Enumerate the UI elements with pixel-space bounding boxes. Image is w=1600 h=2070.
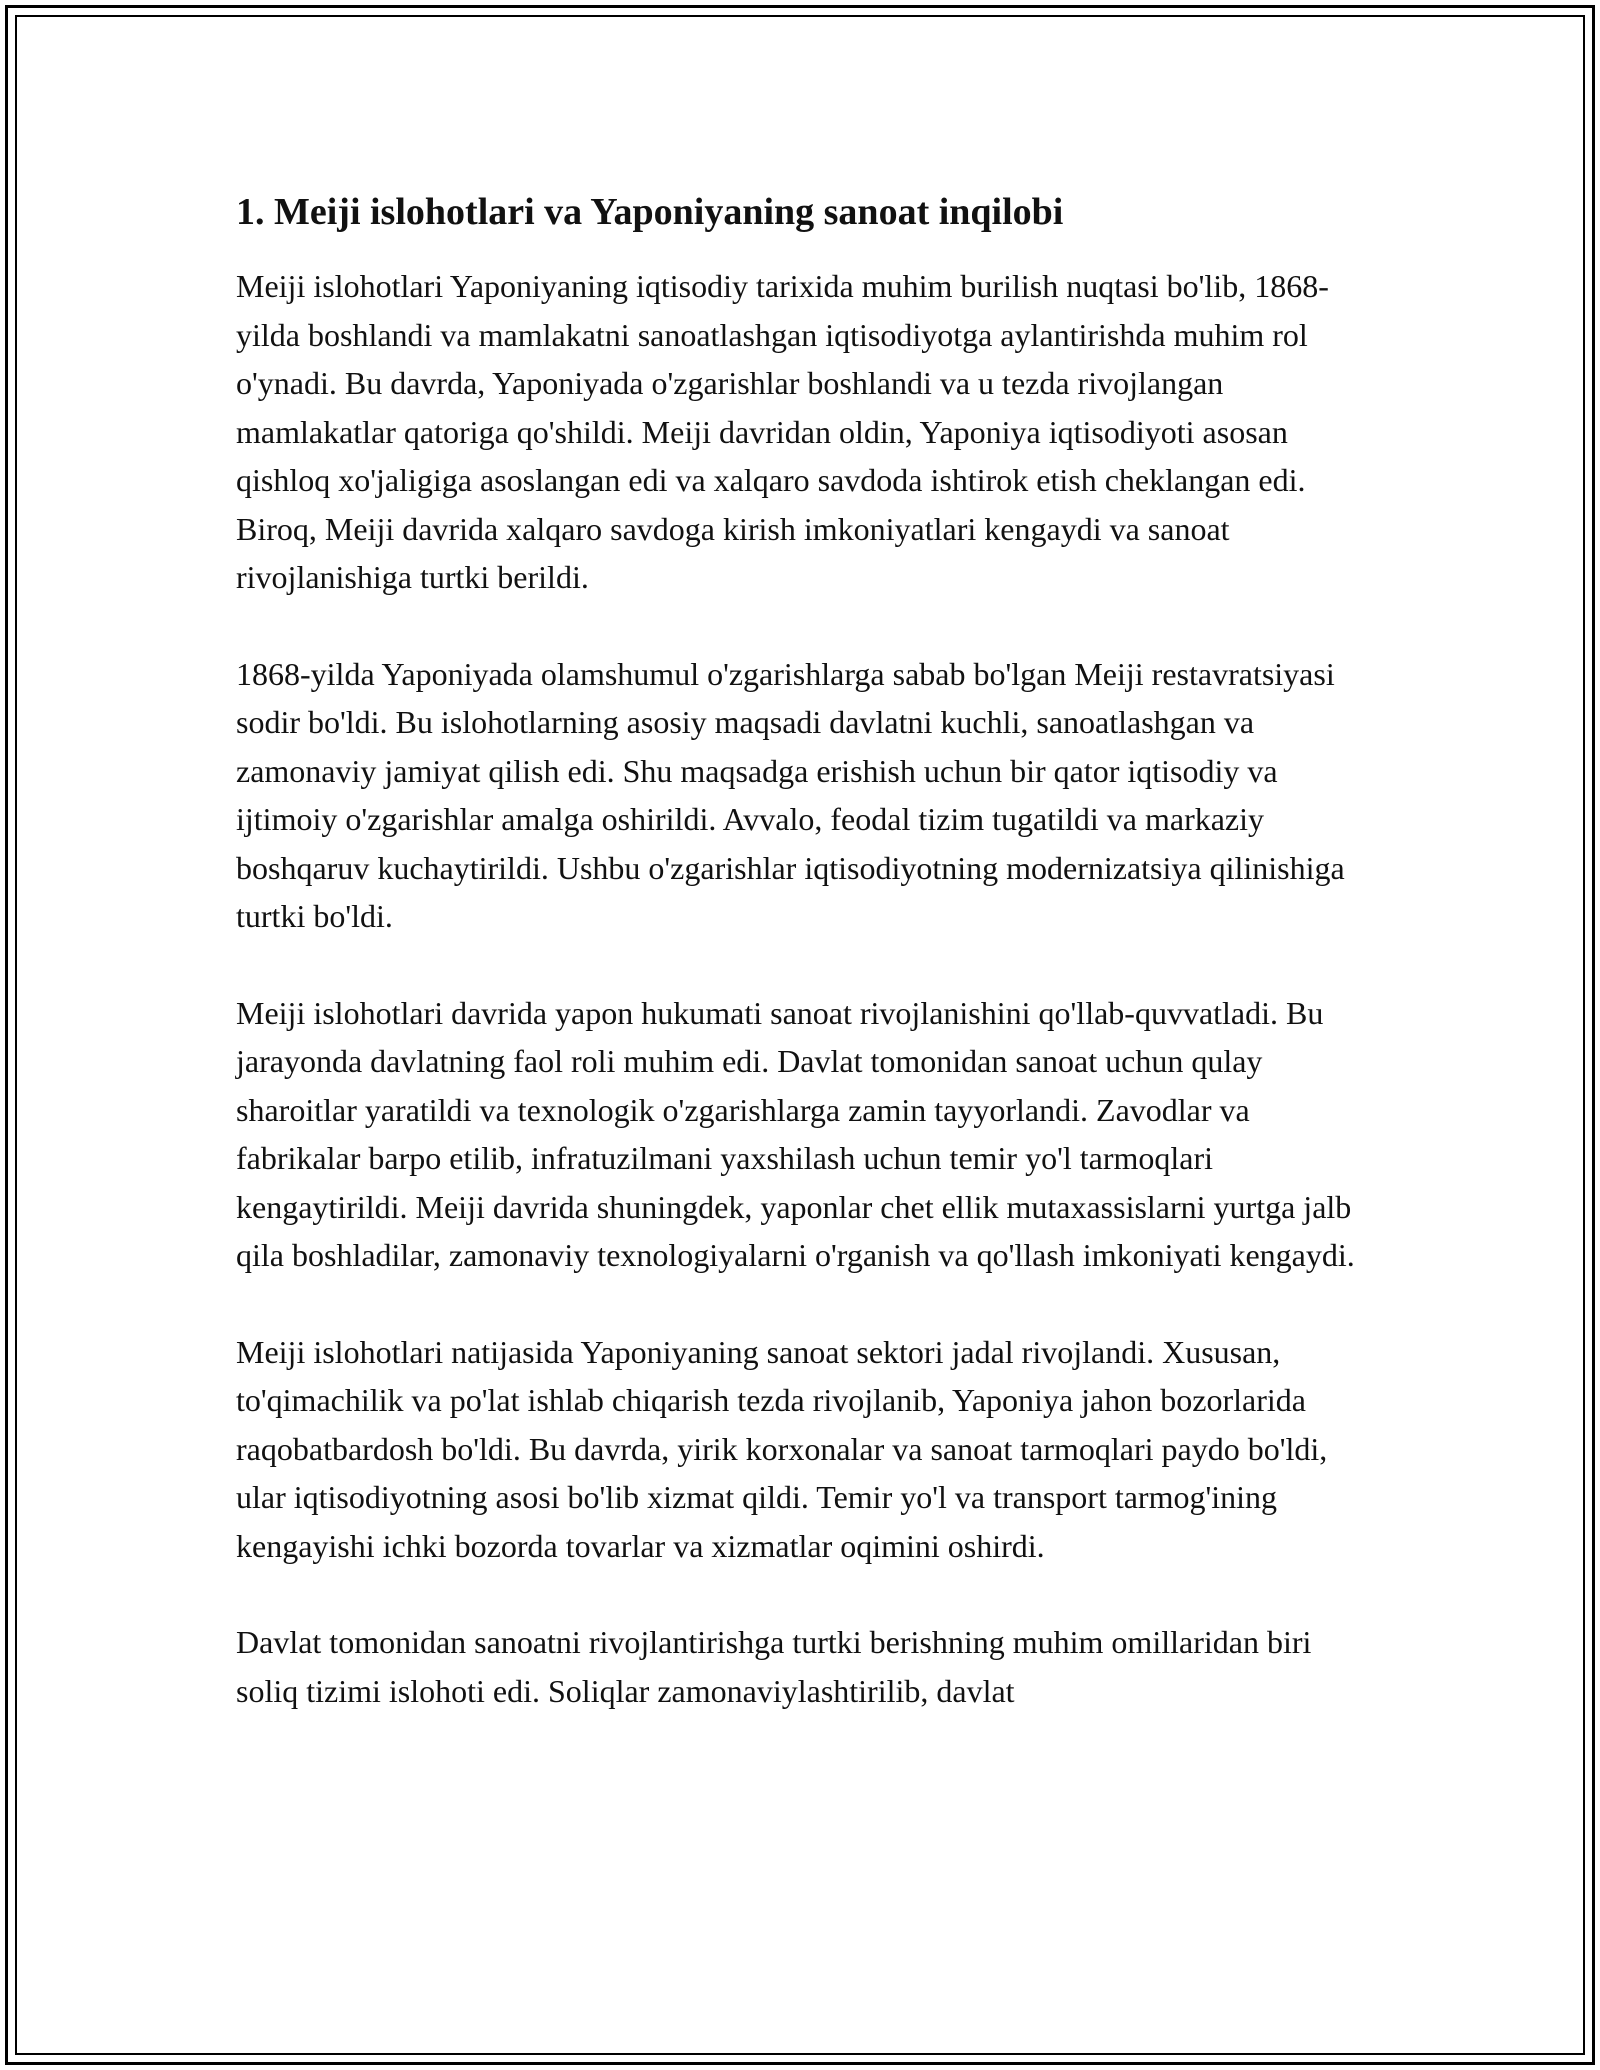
paragraph-4: Meiji islohotlari natijasida Yaponiyaning sanoat sektori jadal rivojlandi. Xususan, to'qimachilik va po'lat ishlab chiqarish tezda rivojlanib, Yaponiya jahon bozorlarida raqobatbardosh bo'ldi. Bu davrda, yirik korxonalar va sanoat tarmoqlari paydo bo'ldi, ular iqtisodiyotning asosi bo'lib xizmat qildi. Temir yo'l va transport tarmog'ining kengayishi ichki bozorda tovarlar va xizmatlar oqimini oshirdi. [236, 1333, 1328, 1564]
paragraph-2: 1868-yilda Yaponiyada olamshumul o'zgarishlarga sabab bo'lgan Meiji restavratsiyasi sodir bo'ldi. Bu islohotlarning asosiy maqsadi davlatni kuchli, sanoatlashgan va zamonaviy jamiyat qilish edi. Shu maqsadga erishish uchun bir qator iqtisodiy va ijtimoiy o'zgarishlar amalga oshirildi. Avvalo, feodal tizim tugatildi va markaziy boshqaruv kuchaytirildi. Ushbu o'zgarishlar iqtisodiyotning modernizatsiya qilinishiga turtki bo'ldi. [236, 655, 1345, 934]
section-heading: 1. Meiji islohotlari va Yaponiyaning sanoat inqilobi [236, 191, 1064, 233]
paragraph-3: Meiji islohotlari davrida yapon hukumati sanoat rivojlanishini qo'llab-quvvatladi. Bu jarayonda davlatning faol roli muhim edi. Davlat tomonidan sanoat uchun qulay sharoitlar yaratildi va texnologik o'zgarishlarga zamin tayyorlandi. Zavodlar va fabrikalar barpo etilib, infratuzilmani yaxshilash uchun temir yo'l tarmoqlari kengaytirildi. Meiji davrida shuningdek, yaponlar chet ellik mutaxassislarni yurtga jalb qila boshladilar, zamonaviy texnologiyalarni o'rganish va qo'llash imkoniyati kengaydi. [236, 994, 1355, 1273]
paragraph-1: Meiji islohotlari Yaponiyaning iqtisodiy tarixida muhim burilish nuqtasi bo'lib, 1868-yilda boshlandi va mamlakatni sanoatlashgan iqtisodiyotga aylantirishda muhim rol o'ynadi. Bu davrda, Yaponiyada o'zgarishlar boshlandi va u tezda rivojlangan mamlakatlar qatoriga qo'shildi. Meiji davridan oldin, Yaponiya iqtisodiyoti asosan qishloq xo'jaligiga asoslangan edi va xalqaro savdoda ishtirok etish cheklangan edi. Biroq, Meiji davrida xalqaro savdoga kirish imkoniyatlari kengaydi va sanoat rivojlanishiga turtki berildi. [236, 268, 1329, 595]
document-body [236, 186, 1376, 1763]
paragraph-5: Davlat tomonidan sanoatni rivojlantirishga turtki berishning muhim omillaridan biri soliq tizimi islohoti edi. Soliqlar zamonaviylashtirilib, davlat [236, 1624, 1312, 1709]
